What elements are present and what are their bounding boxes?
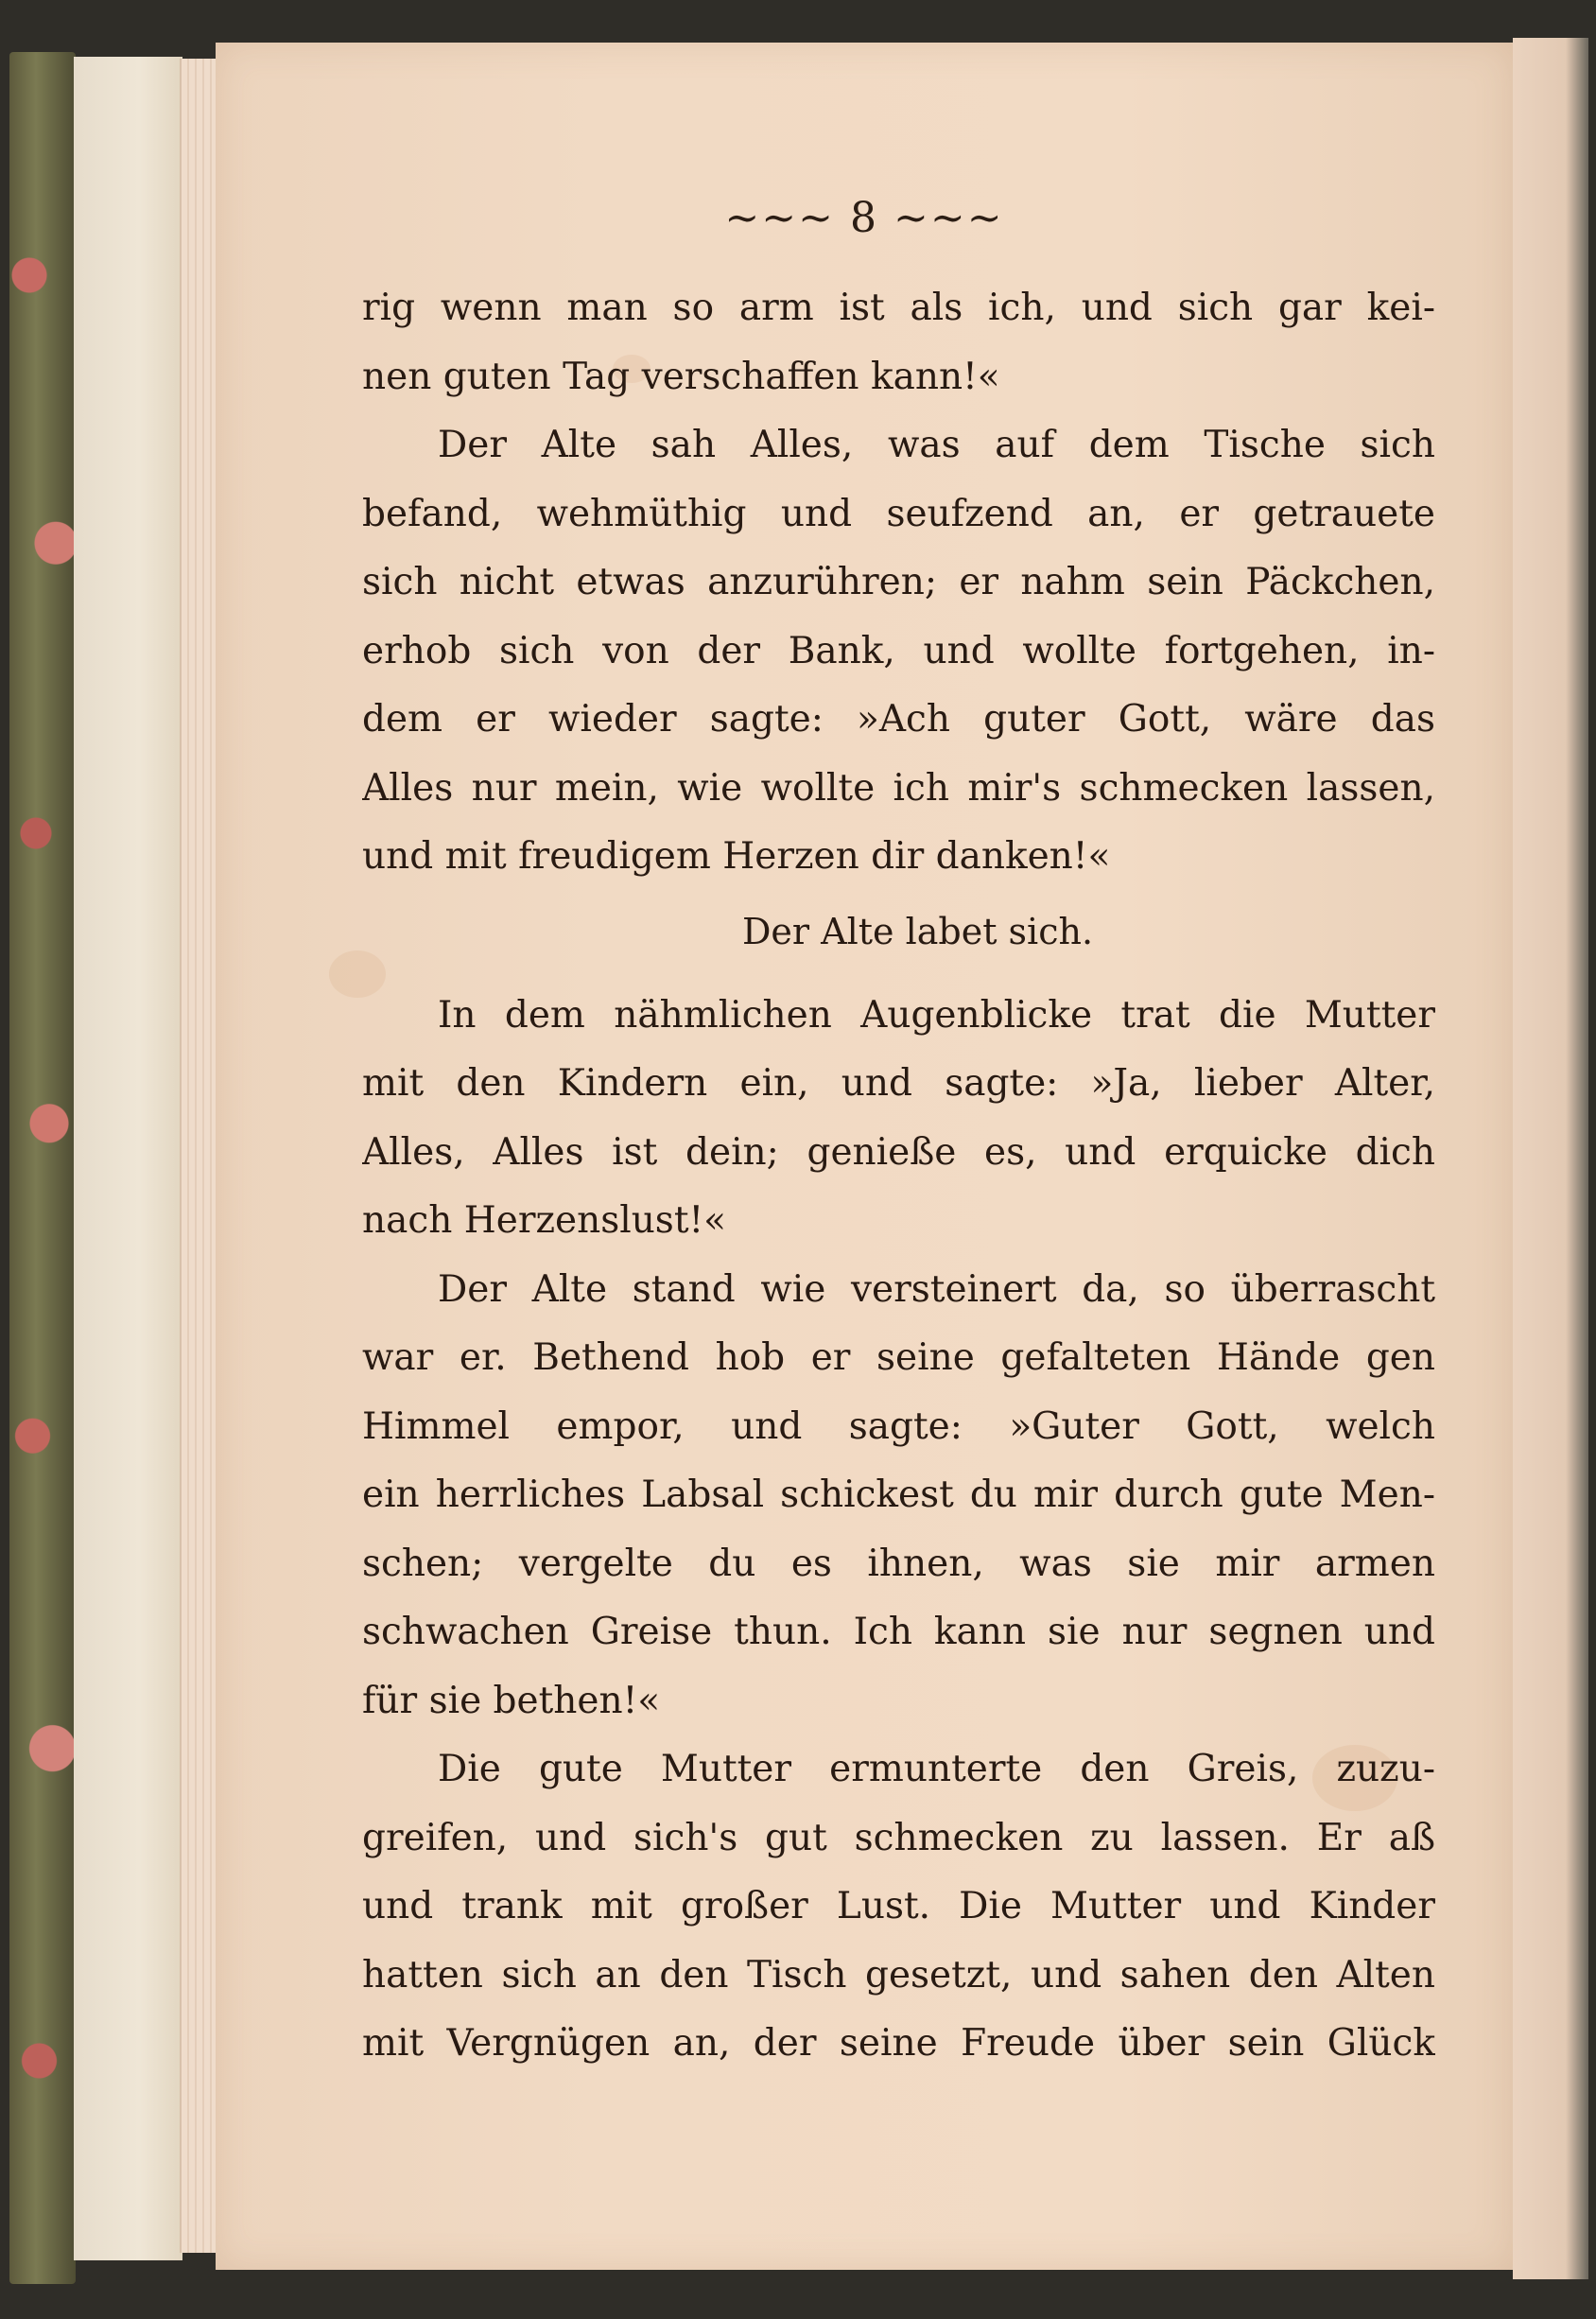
text-line: befand, wehmüthig und seufzend an, er getrauete <box>362 492 1435 535</box>
text-line: erhob sich von der Bank, und wollte fortgehen, in- <box>362 629 1435 672</box>
text-line: greifen, und sich's gut schmecken zu lassen. Er aß <box>362 1816 1435 1859</box>
text-line: dem er wieder sagte: »Ach guter Gott, wäre das <box>362 698 1435 741</box>
marbled-cover <box>9 52 76 2284</box>
text-line: rig wenn man so arm ist als ich, und sich gar kei- <box>362 287 1435 329</box>
text-line: mit Vergnügen an, der seine Freude über sein Glück <box>362 2022 1435 2065</box>
next-page-edge <box>1513 38 1588 2279</box>
text-line: Der Alte sah Alles, was auf dem Tische sich <box>438 424 1435 466</box>
text-line: war er. Bethend hob er seine gefalteten Hände gen <box>362 1336 1435 1379</box>
text-line: Die gute Mutter ermunterte den Greis, zuzu- <box>438 1748 1435 1790</box>
section-heading: Der Alte labet sich. <box>741 910 1094 952</box>
text-line: Alles nur mein, wie wollte ich mir's schmecken lassen, <box>362 766 1435 810</box>
text-line: für sie bethen!« <box>362 1679 661 1722</box>
text-line: und trank mit großer Lust. Die Mutter und Kinder <box>362 1885 1435 1927</box>
text-line: schen; vergelte du es ihnen, was sie mir armen <box>362 1542 1435 1585</box>
text-line: Alles, Alles ist dein; genieße es, und erquicke dich <box>362 1130 1435 1174</box>
text-line: mit den Kindern ein, und sagte: »Ja, lieber Alter, <box>362 1062 1435 1105</box>
text-line: und mit freudigem Herzen dir danken!« <box>362 835 1111 878</box>
text-line: ein herrliches Labsal schickest du mir durch gute Men- <box>362 1473 1435 1516</box>
text-line: nach Herzenslust!« <box>362 1199 727 1242</box>
text-line: hatten sich an den Tisch gesetzt, und sahen den Alten <box>362 1953 1435 1996</box>
text-line: Himmel empor, und sagte: »Guter Gott, welch <box>362 1404 1435 1448</box>
page-number-header: ~~~ 8 ~~~ <box>724 194 1004 242</box>
endpaper <box>74 57 182 2260</box>
text-line: schwachen Greise thun. Ich kann sie nur segnen und <box>362 1611 1435 1653</box>
text-line: sich nicht etwas anzurühren; er nahm sein Päckchen, <box>362 561 1435 603</box>
text-line: In dem nähmlichen Augenblicke trat die Mutter <box>438 993 1435 1037</box>
text-line: nen guten Tag verschaffen kann!« <box>362 355 1000 398</box>
page-body <box>362 274 1435 2079</box>
text-line: Der Alte stand wie versteinert da, so überrascht <box>438 1267 1435 1311</box>
